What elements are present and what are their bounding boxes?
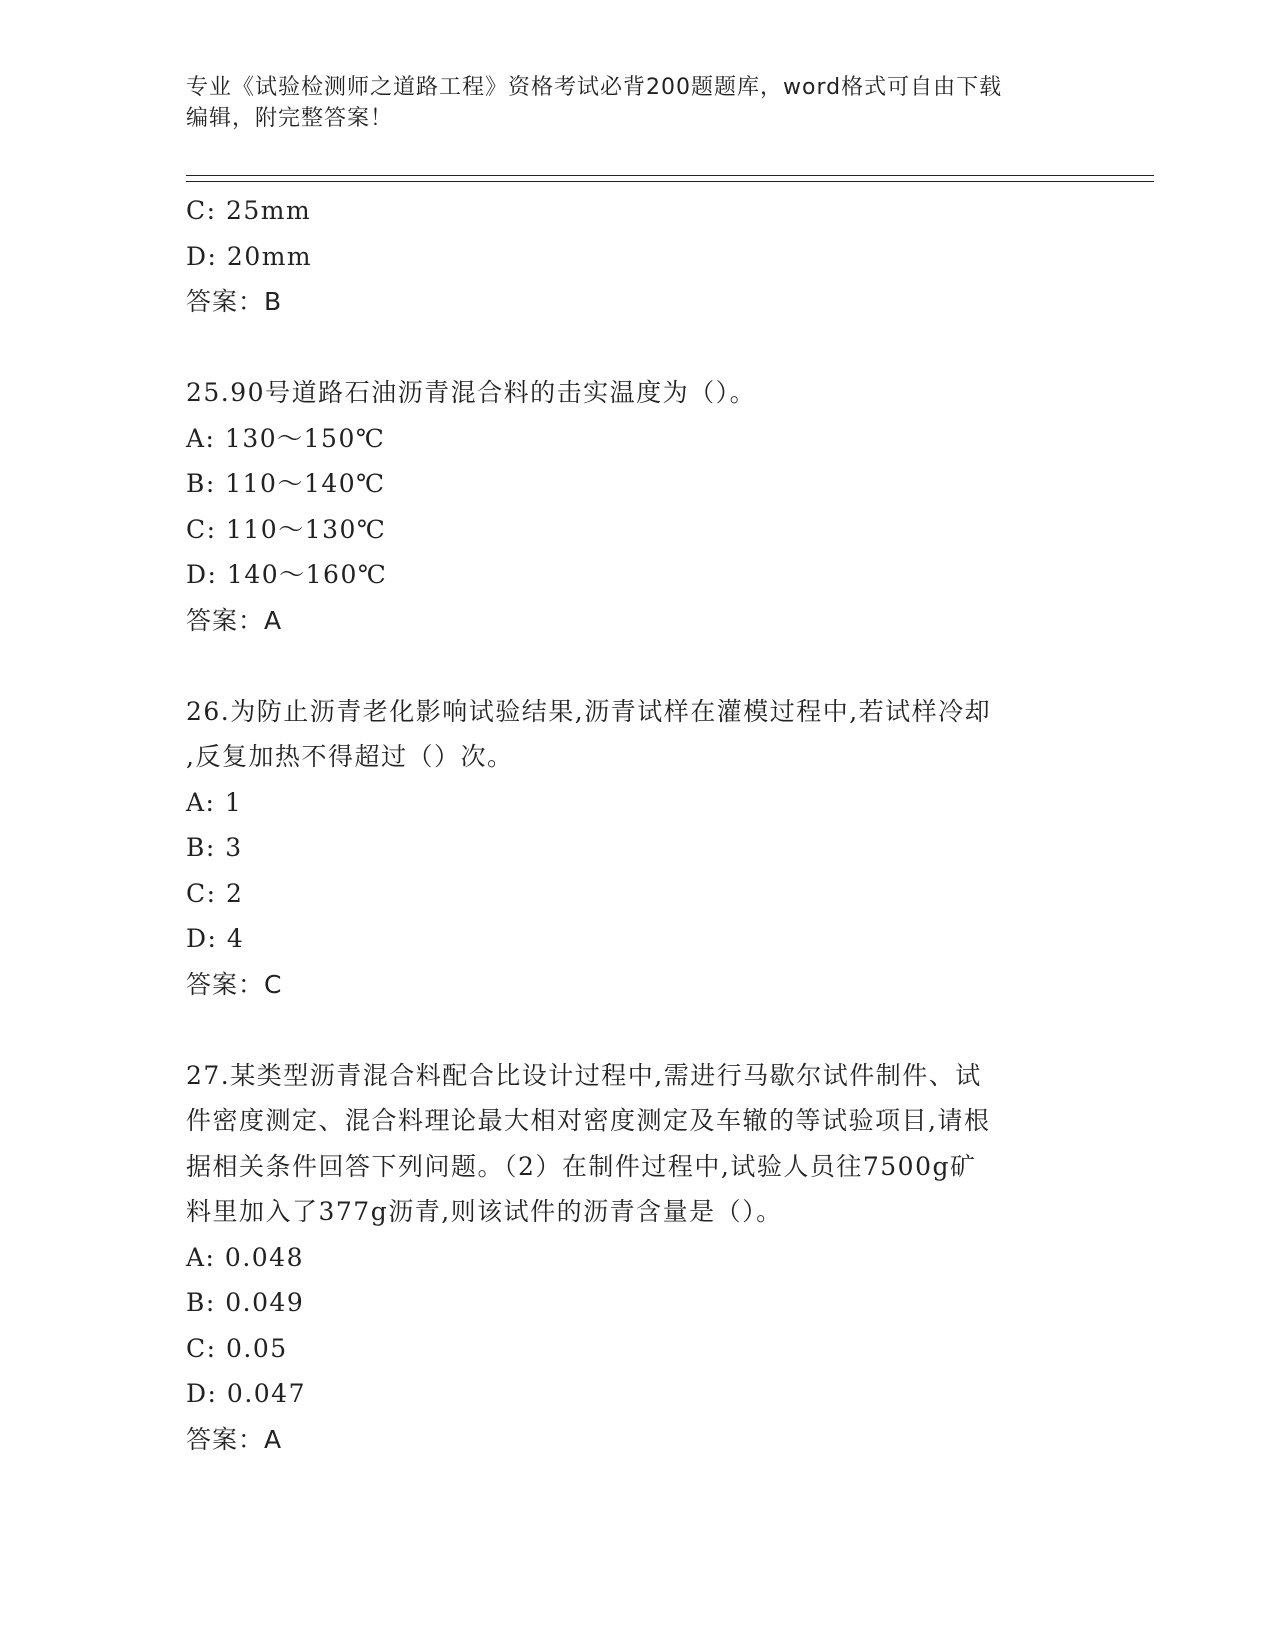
option-c: C: 25mm	[186, 196, 312, 225]
header-divider-top	[186, 175, 1154, 176]
question-block-27	[186, 1053, 1086, 1463]
header-line-1: 专业《试验检测师之道路工程》资格考试必背200题题库，word格式可自由下载	[186, 75, 1003, 100]
option-a: A: 130～150℃	[186, 423, 386, 453]
option-d: D: 0.047	[186, 1379, 306, 1408]
question-block-25	[186, 370, 1086, 643]
option-b: B: 3	[186, 833, 243, 862]
question-text: 据相关条件回答下列问题。（2）在制件过程中,试验人员往7500g矿	[186, 1151, 977, 1181]
header-line-2: 编辑，附完整答案！	[186, 106, 394, 131]
option-c: C: 110～130℃	[186, 514, 387, 544]
option-b: B: 0.049	[186, 1288, 305, 1317]
spacer	[186, 325, 1086, 371]
option-d: D: 4	[186, 924, 245, 953]
spacer	[186, 643, 1086, 689]
header-divider-bottom	[186, 181, 1154, 182]
question-text: 26.为防止沥青老化影响试验结果,沥青试样在灌模过程中,若试样冷却	[186, 696, 992, 726]
option-d: D: 140～160℃	[186, 560, 388, 589]
spacer	[186, 1007, 1086, 1053]
option-c: C: 0.05	[186, 1333, 288, 1363]
option-a: A: 0.048	[186, 1242, 304, 1272]
question-text: 料里加入了377g沥青,则该试件的沥青含量是（）。	[186, 1197, 783, 1226]
question-block-26	[186, 689, 1086, 1008]
question-text: ,反复加热不得超过（）次。	[186, 742, 514, 771]
option-b: B: 110～140℃	[186, 469, 386, 498]
option-a: A: 1	[186, 787, 243, 817]
document-header	[186, 72, 1066, 134]
question-text: 27.某类型沥青混合料配合比设计过程中,需进行马歇尔试件制件、试	[186, 1060, 982, 1090]
option-d: D: 20mm	[186, 241, 313, 271]
answer-line: 答案：A	[186, 1424, 283, 1454]
question-text: 件密度测定、混合料理论最大相对密度测定及车辙的等试验项目,请根	[186, 1106, 991, 1135]
answer-line: 答案：C	[186, 969, 283, 999]
answer-line: 答案：B	[186, 287, 283, 316]
question-list	[186, 188, 1086, 1462]
answer-line: 答案：A	[186, 605, 283, 635]
question-text: 25.90号道路石油沥青混合料的击实温度为（）。	[186, 378, 757, 407]
option-c: C: 2	[186, 878, 244, 908]
